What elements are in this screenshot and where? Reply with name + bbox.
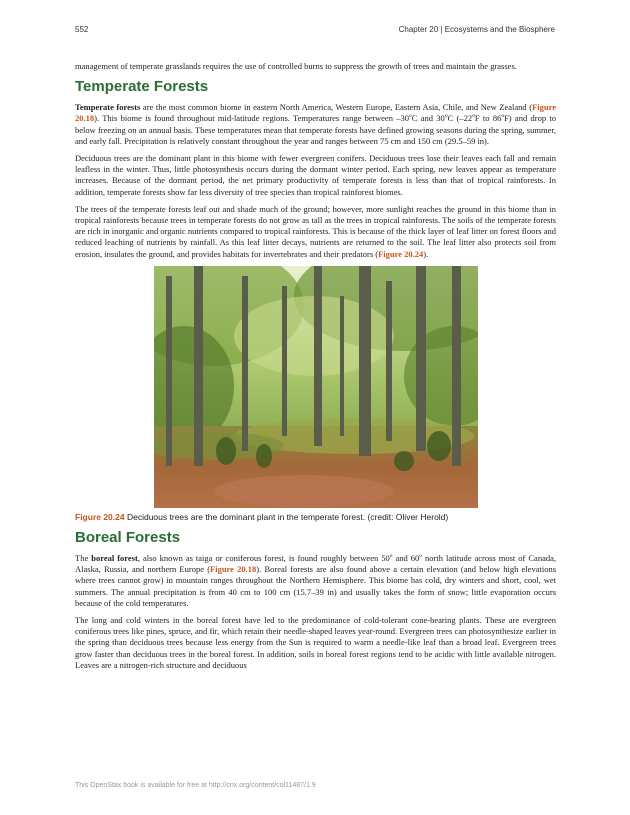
forest-photo <box>154 266 478 508</box>
page-content <box>75 61 556 677</box>
temperate-paragraph-3: The trees of the temperate forests leaf out and shade much of the ground; however, more sunlight reaches the ground in this biome than in tropical rainforests because trees in temperate forests do not grow as tall as the trees in tropical rainforests. The soils of the temperate forests are rich in inorganic and organic nutrients compared to tropical rainforests. This is because of the thick layer of leaf litter on forest floors and reduced leaching of nutrients by rainfall. As this leaf litter decays, nutrients are returned to the soil. The leaf litter also protects soil from erosion, insulates the ground, and provides habitats for invertebrates and their predators (Figure 20.24). <box>75 203 556 259</box>
temperate-paragraph-1: Temperate forests are the most common biome in eastern North America, Western Europe, Eastern Asia, Chile, and New Zealand (Figure 20.18). This biome is found throughout mid-latitude regions. Temperatures range between –30$^o$C and 30$^o$C (–22$^o$F to 86$^o$F) and drop to below freezing on an annual basis. These temperatures mean that temperate forests have defined growing seasons during the spring, summer, and early fall. Precipitation is relatively constant throughout the year and ranges between 75 cm and 150 cm (29.5–59 in). <box>75 102 557 146</box>
figure-link[interactable]: Figure 20.18 <box>210 564 257 575</box>
page-footer: This OpenStax book is available for free at http://cnx.org/content/col11487/1.9 <box>75 782 316 789</box>
figure-caption: Figure 20.24 Deciduous trees are the dominant plant in the temperate forest. (credit: Oliver Herold) <box>75 511 449 522</box>
figure-link[interactable]: Figure 20.24 <box>378 248 424 259</box>
boreal-forests-heading: Boreal Forests <box>75 529 181 547</box>
page-number: 552 <box>75 25 89 34</box>
boreal-paragraph-1: The boreal forest, also known as taiga or coniferous forest, is found roughly between 50$^o$ and 60$^o$ north latitude across most of Canada, Alaska, Russia, and northern Europe (Figure 20.18). Boreal forests are also found above a certain elevation (and below high elevations where trees cannot grow) in mountain ranges throughout the Northern Hemisphere. This biome has cold, dry winters and short, cool, wet summers. The annual precipitation is from 40 cm to 100 cm (15.7–39 in) and usually takes the form of snow; little evaporation occurs because of the cold temperatures. <box>75 553 556 608</box>
temperate-paragraph-2: Deciduous trees are the dominant plant in this biome with fewer evergreen conifers. Deciduous trees lose their leaves each fall and remain leafless in the winter. Thus, little photosynthesis occurs during the dormant winter period. Each spring, new leaves appear as temperature increases. Because of the dormant period, the net primary productivity of temperate forests is less than that of tropical rainforests. In addition, temperate forests show far less diversity of tree species than tropical rainforest biomes. <box>75 153 556 197</box>
key-term: boreal forest <box>91 553 138 564</box>
key-term: Temperate forests <box>75 102 141 113</box>
temperate-forests-heading: Temperate Forests <box>75 78 209 96</box>
figure-label: Figure 20.24 <box>75 511 125 522</box>
figure-link[interactable]: Figure 20.18 <box>75 102 557 124</box>
intro-paragraph: management of temperate grasslands requires the use of controlled burns to suppress the growth of trees and maintain the grasses. <box>75 61 517 71</box>
boreal-paragraph-2: The long and cold winters in the boreal forest have led to the predominance of cold-tolerant cone-bearing plants. These are evergreen coniferous trees like pines, spruce, and fir, which retain their needle-shaped leaves year-round. Evergreen trees can photosynthesize earlier in the spring than deciduous trees because less energy from the Sun is required to warm a needle-like leaf than a broad leaf. Evergreen trees grow faster than deciduous trees in the boreal forest. In addition, soils in boreal forest regions tend to be acidic with little available nitrogen. Leaves are a nitrogen-rich structure and deciduous <box>75 615 556 670</box>
chapter-title: Chapter 20 | Ecosystems and the Biosphere <box>398 25 555 34</box>
